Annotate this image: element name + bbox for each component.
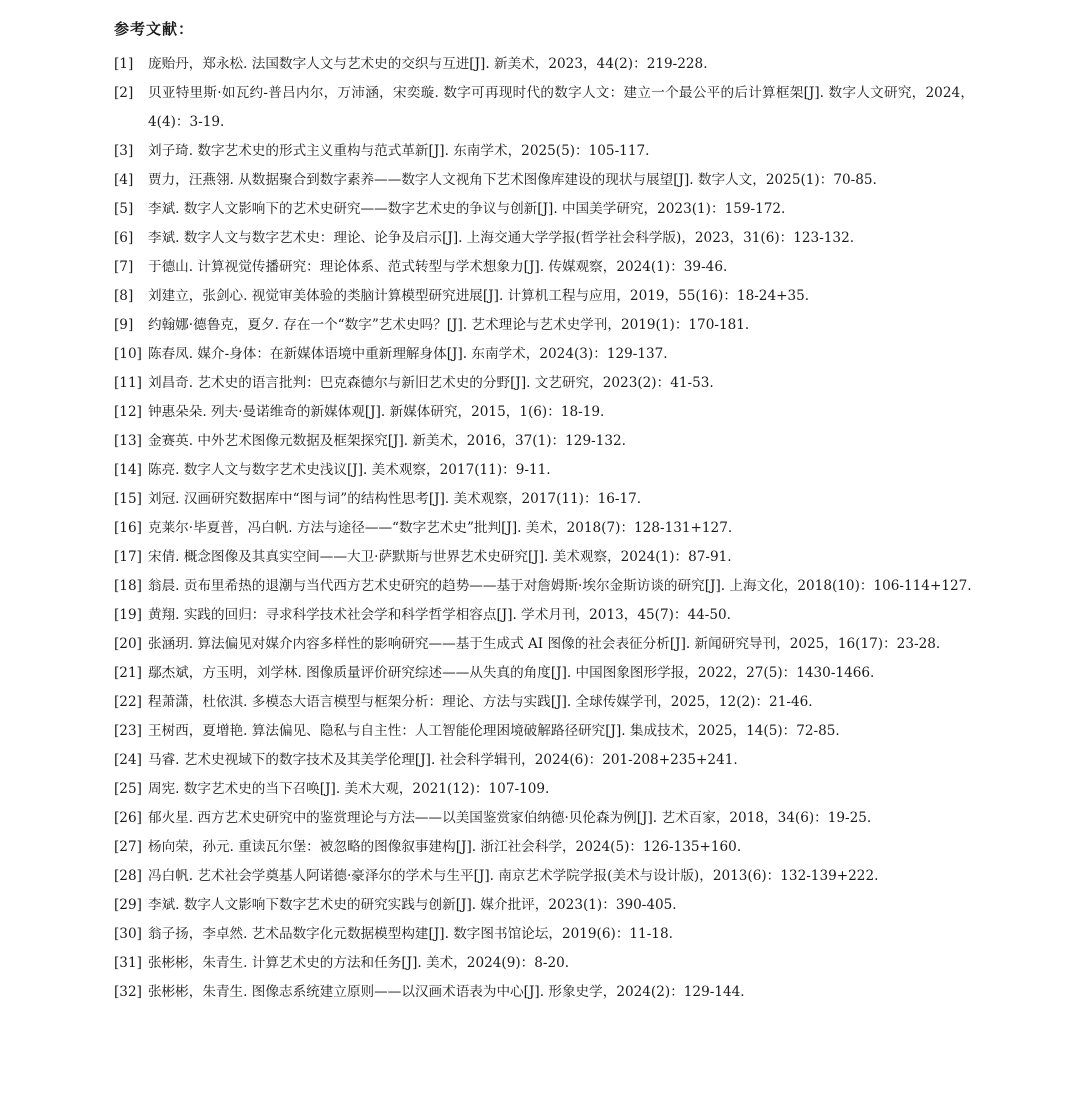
reference-text: 黄翔. 实践的回归：寻求科学技术社会学和科学哲学相容点[J]. 学术月刊，2013，45(7)：44-50. (148, 607, 731, 623)
reference-text: 翁子扬，李卓然. 艺术品数字化元数据模型构建[J]. 数字图书馆论坛，2019(6)：11-18. (148, 926, 673, 942)
reference-number: [21] (114, 665, 142, 681)
reference-item (114, 543, 974, 572)
reference-item (114, 79, 974, 137)
reference-item (114, 920, 974, 949)
reference-text: 杨向荣，孙元. 重读瓦尔堡：被忽略的图像叙事建构[J]. 浙江社会科学，2024(5)：126-135+160. (148, 839, 742, 855)
references-heading: 参考文献： (114, 20, 195, 38)
reference-number: [16] (114, 520, 142, 536)
reference-number: [20] (114, 636, 142, 652)
reference-number: [31] (114, 955, 142, 971)
reference-item (114, 804, 974, 833)
reference-item (114, 398, 974, 427)
reference-text: 李斌. 数字人文影响下数字艺术史的研究实践与创新[J]. 媒介批评，2023(1)：390-405. (148, 897, 677, 913)
reference-number: [26] (114, 810, 142, 826)
reference-item (114, 978, 974, 1007)
reference-text: 翁晨. 贡布里希热的退潮与当代西方艺术史研究的趋势——基于对詹姆斯·埃尔金斯访谈的研究[J]. 上海文化，2018(10)：106-114+127. (148, 578, 972, 594)
reference-item (114, 456, 974, 485)
reference-item (114, 775, 974, 804)
reference-number: [17] (114, 549, 142, 565)
reference-text: 约翰娜·德鲁克，夏夕. 存在一个“数字”艺术史吗？[J]. 艺术理论与艺术史学刊，2019(1)：170-181. (148, 317, 750, 333)
reference-number: [14] (114, 462, 142, 478)
reference-number: [18] (114, 578, 142, 594)
reference-item (114, 311, 974, 340)
reference-text: 贾力，汪燕翎. 从数据聚合到数字素养——数字人文视角下艺术图像库建设的现状与展望[J]. 数字人文，2025(1)：70-85. (148, 172, 877, 188)
reference-number: [28] (114, 868, 142, 884)
reference-item (114, 601, 974, 630)
reference-number: [15] (114, 491, 142, 507)
reference-number: [10] (114, 346, 142, 362)
reference-item (114, 427, 974, 456)
reference-text: 李斌. 数字人文影响下的艺术史研究——数字艺术史的争议与创新[J]. 中国美学研究，2023(1)：159-172. (148, 201, 786, 217)
reference-item (114, 833, 974, 862)
reference-number: [30] (114, 926, 142, 942)
reference-item (114, 224, 974, 253)
reference-text: 庞贻丹，郑永松. 法国数字人文与艺术史的交织与互进[J]. 新美术，2023，44(2)：219-228. (148, 56, 708, 72)
reference-number: [7] (114, 259, 134, 275)
reference-text: 王树西，夏增艳. 算法偏见、隐私与自主性：人工智能伦理困境破解路径研究[J]. 集成技术，2025，14(5)：72-85. (148, 723, 840, 739)
reference-text: 于德山. 计算视觉传播研究：理论体系、范式转型与学术想象力[J]. 传媒观察，2024(1)：39-46. (148, 259, 728, 275)
reference-text: 郁火星. 西方艺术史研究中的鉴赏理论与方法——以美国鉴赏家伯纳德·贝伦森为例[J]. 艺术百家，2018，34(6)：19-25. (148, 810, 872, 826)
reference-number: [19] (114, 607, 142, 623)
reference-text: 贝亚特里斯·如瓦约-普吕内尔，万沛涵，宋奕璇. 数字可再现时代的数字人文：建立一个最公平的后计算框架[J]. 数字人文研究，2024，4(4)：3-19. (148, 85, 974, 130)
reference-item (114, 746, 974, 775)
reference-item (114, 340, 974, 369)
reference-number: [2] (114, 85, 134, 101)
reference-item (114, 949, 974, 978)
reference-item (114, 572, 974, 601)
reference-number: [11] (114, 375, 142, 391)
reference-item (114, 195, 974, 224)
reference-item (114, 630, 974, 659)
reference-number: [4] (114, 172, 134, 188)
reference-text: 刘子琦. 数字艺术史的形式主义重构与范式革新[J]. 东南学术，2025(5)：105-117. (148, 143, 650, 159)
reference-number: [22] (114, 694, 142, 710)
reference-text: 宋倩. 概念图像及其真实空间——大卫·萨默斯与世界艺术史研究[J]. 美术观察，2024(1)：87-91. (148, 549, 732, 565)
reference-item (114, 688, 974, 717)
reference-item (114, 253, 974, 282)
reference-text: 李斌. 数字人文与数字艺术史：理论、论争及启示[J]. 上海交通大学学报(哲学社会科学版)，2023，31(6)：123-132. (148, 230, 855, 246)
reference-text: 陈春凤. 媒介-身体：在新媒体语境中重新理解身体[J]. 东南学术，2024(3)：129-137. (148, 346, 668, 362)
reference-text: 周宪. 数字艺术史的当下召唤[J]. 美术大观，2021(12)：107-109. (148, 781, 550, 797)
reference-number: [29] (114, 897, 142, 913)
reference-text: 程萧潇，杜依淇. 多模态大语言模型与框架分析：理论、方法与实践[J]. 全球传媒学刊，2025，12(2)：21-46. (148, 694, 813, 710)
reference-item (114, 369, 974, 398)
reference-number: [32] (114, 984, 142, 1000)
reference-item (114, 282, 974, 311)
reference-text: 刘建立，张剑心. 视觉审美体验的类脑计算模型研究进展[J]. 计算机工程与应用，2019，55(16)：18-24+35. (148, 288, 810, 304)
reference-text: 张彬彬，朱青生. 计算艺术史的方法和任务[J]. 美术，2024(9)：8-20. (148, 955, 570, 971)
reference-text: 陈亮. 数字人文与数字艺术史浅议[J]. 美术观察，2017(11)：9-11. (148, 462, 551, 478)
reference-item (114, 485, 974, 514)
reference-text: 钟惠朵朵. 列夫·曼诺维奇的新媒体观[J]. 新媒体研究，2015，1(6)：18-19. (148, 404, 605, 420)
reference-number: [23] (114, 723, 142, 739)
reference-item (114, 514, 974, 543)
reference-list (114, 50, 974, 1007)
reference-number: [12] (114, 404, 142, 420)
reference-text: 张彬彬，朱青生. 图像志系统建立原则——以汉画术语表为中心[J]. 形象史学，2024(2)：129-144. (148, 984, 745, 1000)
reference-number: [8] (114, 288, 134, 304)
reference-item (114, 50, 974, 79)
reference-text: 鄢杰斌，方玉明，刘学林. 图像质量评价研究综述——从失真的角度[J]. 中国图象图形学报，2022，27(5)：1430-1466. (148, 665, 875, 681)
reference-number: [24] (114, 752, 142, 768)
reference-item (114, 717, 974, 746)
reference-item (114, 137, 974, 166)
reference-text: 刘冠. 汉画研究数据库中“图与词”的结构性思考[J]. 美术观察，2017(11)：16-17. (148, 491, 642, 507)
reference-number: [3] (114, 143, 134, 159)
reference-number: [1] (114, 56, 134, 72)
reference-text: 刘昌奇. 艺术史的语言批判：巴克森德尔与新旧艺术史的分野[J]. 文艺研究，2023(2)：41-53. (148, 375, 714, 391)
reference-number: [27] (114, 839, 142, 855)
reference-item (114, 659, 974, 688)
reference-number: [9] (114, 317, 134, 333)
reference-item (114, 891, 974, 920)
reference-text: 冯白帆. 艺术社会学奠基人阿诺德·豪泽尔的学术与生平[J]. 南京艺术学院学报(美术与设计版)，2013(6)：132-139+222. (148, 868, 879, 884)
reference-number: [6] (114, 230, 134, 246)
reference-item (114, 166, 974, 195)
reference-text: 张涵玥. 算法偏见对媒介内容多样性的影响研究——基于生成式 AI 图像的社会表征分析[J]. 新闻研究导刊，2025，16(17)：23-28. (148, 636, 941, 652)
reference-text: 克莱尔·毕夏普，冯白帆. 方法与途径——“数字艺术史”批判[J]. 美术，2018(7)：128-131+127. (148, 520, 733, 536)
reference-number: [25] (114, 781, 142, 797)
reference-item (114, 862, 974, 891)
reference-text: 马睿. 艺术史视域下的数字技术及其美学伦理[J]. 社会科学辑刊，2024(6)：201-208+235+241. (148, 752, 738, 768)
reference-number: [13] (114, 433, 142, 449)
reference-number: [5] (114, 201, 134, 217)
reference-text: 金赛英. 中外艺术图像元数据及框架探究[J]. 新美术，2016，37(1)：129-132. (148, 433, 626, 449)
